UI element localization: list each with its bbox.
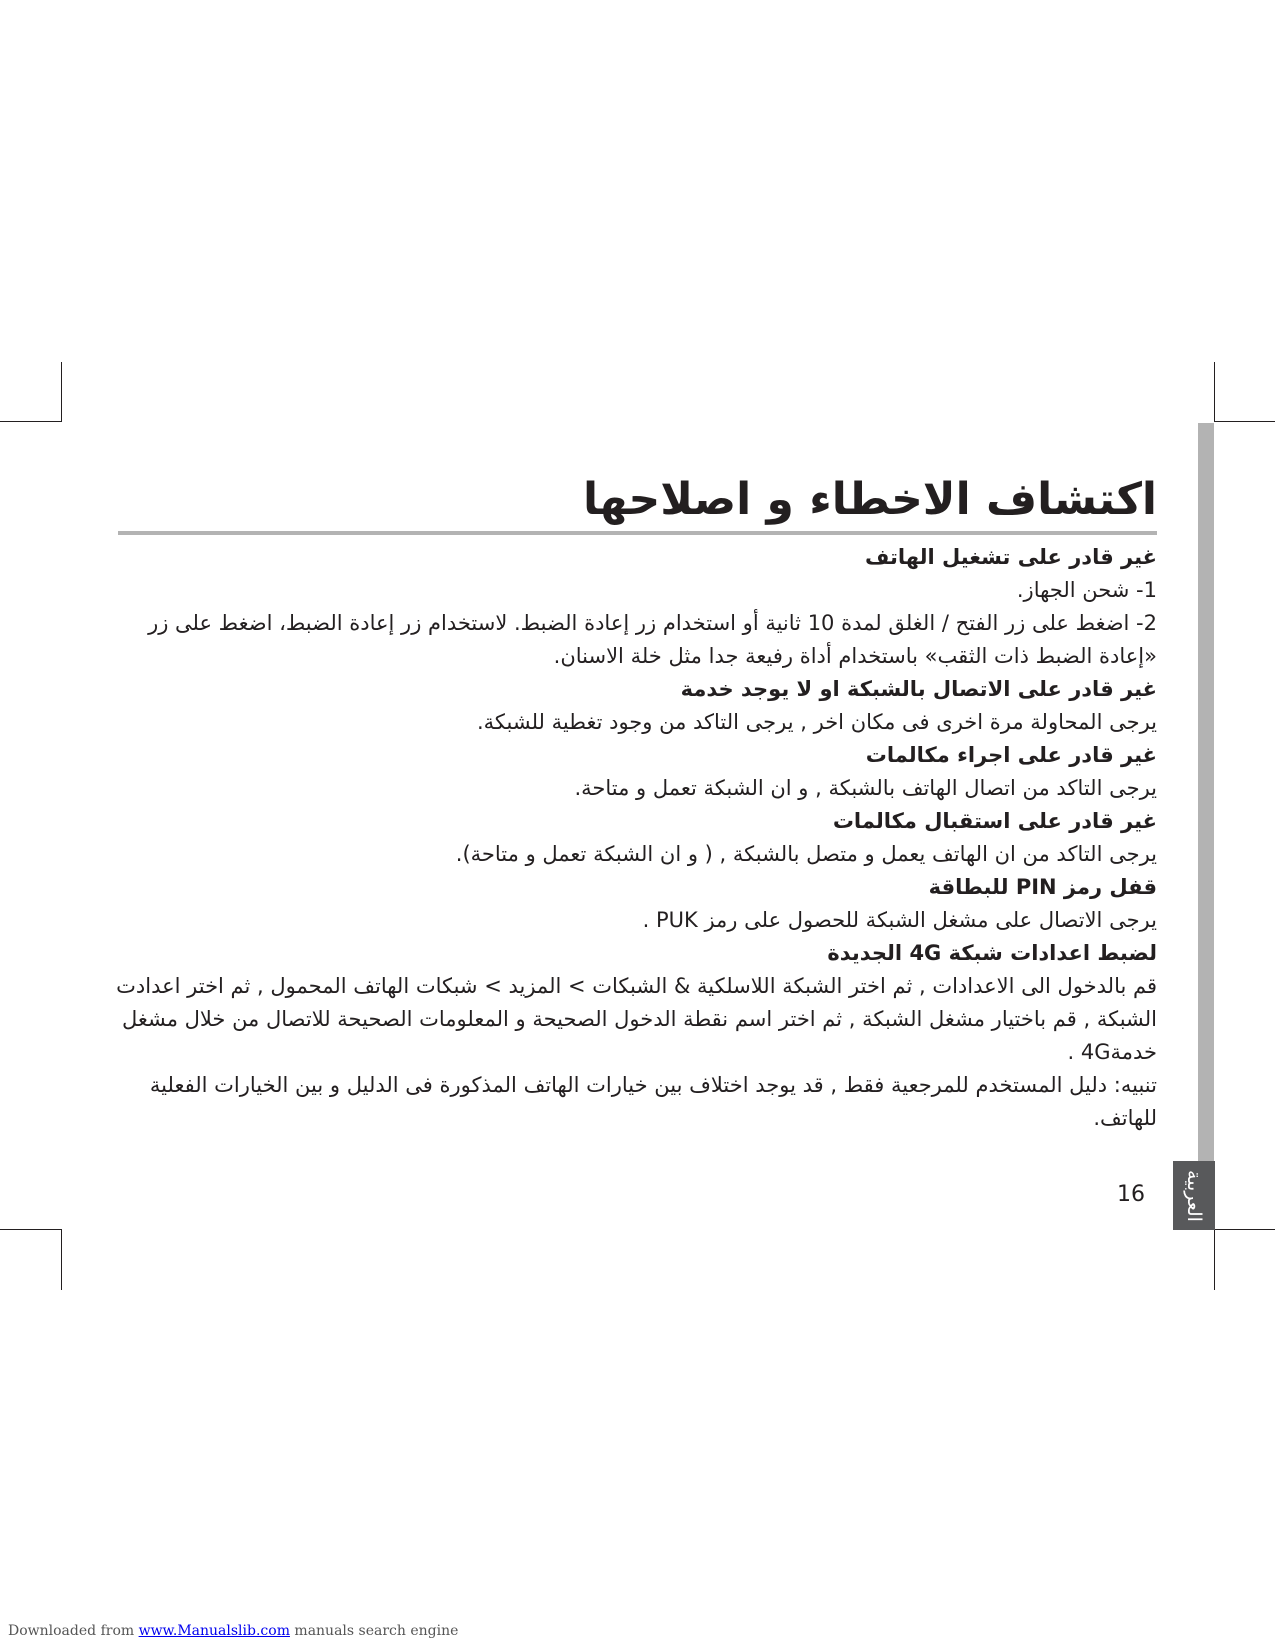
crop-mark-bottom-right-h: [1214, 1229, 1275, 1230]
manualslib-link[interactable]: www.Manualslib.com: [138, 1623, 290, 1639]
section-text-power-2: 2- اضغط على زر الفتح / الغلق لمدة 10 ثانية أو استخدام زر إعادة الضبط. لاستخدام زر إعادة الضبط، اضغط على زر «إعادة الضبط ذات الثقب» باستخدام أداة رفيعة جدا مثل خلة الاسنان.: [148, 611, 1157, 668]
crop-mark-bottom-right-v: [1214, 1229, 1215, 1290]
footer-prefix: Downloaded from: [8, 1623, 139, 1639]
section-text-pin-lock: يرجى الاتصال على مشغل الشبكة للحصول على رمز PUK .: [642, 908, 1157, 932]
language-tab: [1173, 1161, 1215, 1230]
language-tab-label: العربية: [1183, 1169, 1205, 1222]
crop-mark-top-left-h: [0, 421, 61, 422]
section-text-power-1: 1- شحن الجهاز.: [1016, 578, 1157, 602]
page-number: 16: [1117, 1182, 1145, 1207]
section-heading-4g-settings: لضبط اعدادات شبكة 4G الجديدة: [827, 941, 1157, 965]
crop-mark-bottom-left-h: [0, 1229, 61, 1230]
section-text-incoming-calls: يرجى التاكد من ان الهاتف يعمل و متصل بالشبكة , ( و ان الشبكة تعمل و متاحة).: [455, 842, 1157, 866]
side-bar: [1198, 423, 1214, 1229]
section-heading-power: غير قادر على تشغيل الهاتف: [864, 545, 1157, 569]
crop-mark-bottom-left-v: [61, 1229, 62, 1290]
section-heading-pin-lock: قفل رمز PIN للبطاقة: [928, 875, 1157, 899]
title-rule: [118, 531, 1157, 535]
section-heading-outgoing-calls: غير قادر على اجراء مكالمات: [865, 743, 1157, 767]
section-heading-incoming-calls: غير قادر على استقبال مكالمات: [832, 809, 1157, 833]
crop-mark-top-right-v: [1214, 362, 1215, 422]
crop-mark-top-right-h: [1214, 421, 1275, 422]
page-title: اكتشاف الاخطاء و اصلاحها: [582, 474, 1157, 525]
section-heading-network: غير قادر على الاتصال بالشبكة او لا يوجد خدمة: [680, 677, 1157, 701]
note-text: تنبيه: دليل المستخدم للمرجعية فقط , قد يوجد اختلاف بين خيارات الهاتف المذكورة فى الدليل و بين الخيارات الفعلية للهاتف.: [149, 1073, 1157, 1130]
footer: [8, 1623, 458, 1639]
section-text-4g-settings: قم بالدخول الى الاعدادات , ثم اختر الشبكة اللاسلكية & الشبكات > المزيد > شبكات الهاتف المحمول , ثم اختر اعدادت الشبكة , قم باختيار مشغل الشبكة , ثم اختر اسم نقطة الدخول الصحيحة و المعلومات الصحيحة للاتصال من خلال مشغل خدمة4G .: [116, 974, 1157, 1064]
section-text-outgoing-calls: يرجى التاكد من اتصال الهاتف بالشبكة , و ان الشبكة تعمل و متاحة.: [574, 776, 1157, 800]
section-text-network: يرجى المحاولة مرة اخرى فى مكان اخر , يرجى التاكد من وجود تغطية للشبكة.: [477, 710, 1157, 734]
crop-mark-top-left-v: [61, 362, 62, 422]
troubleshooting-content: [107, 541, 1157, 1135]
footer-suffix: manuals search engine: [289, 1623, 459, 1639]
